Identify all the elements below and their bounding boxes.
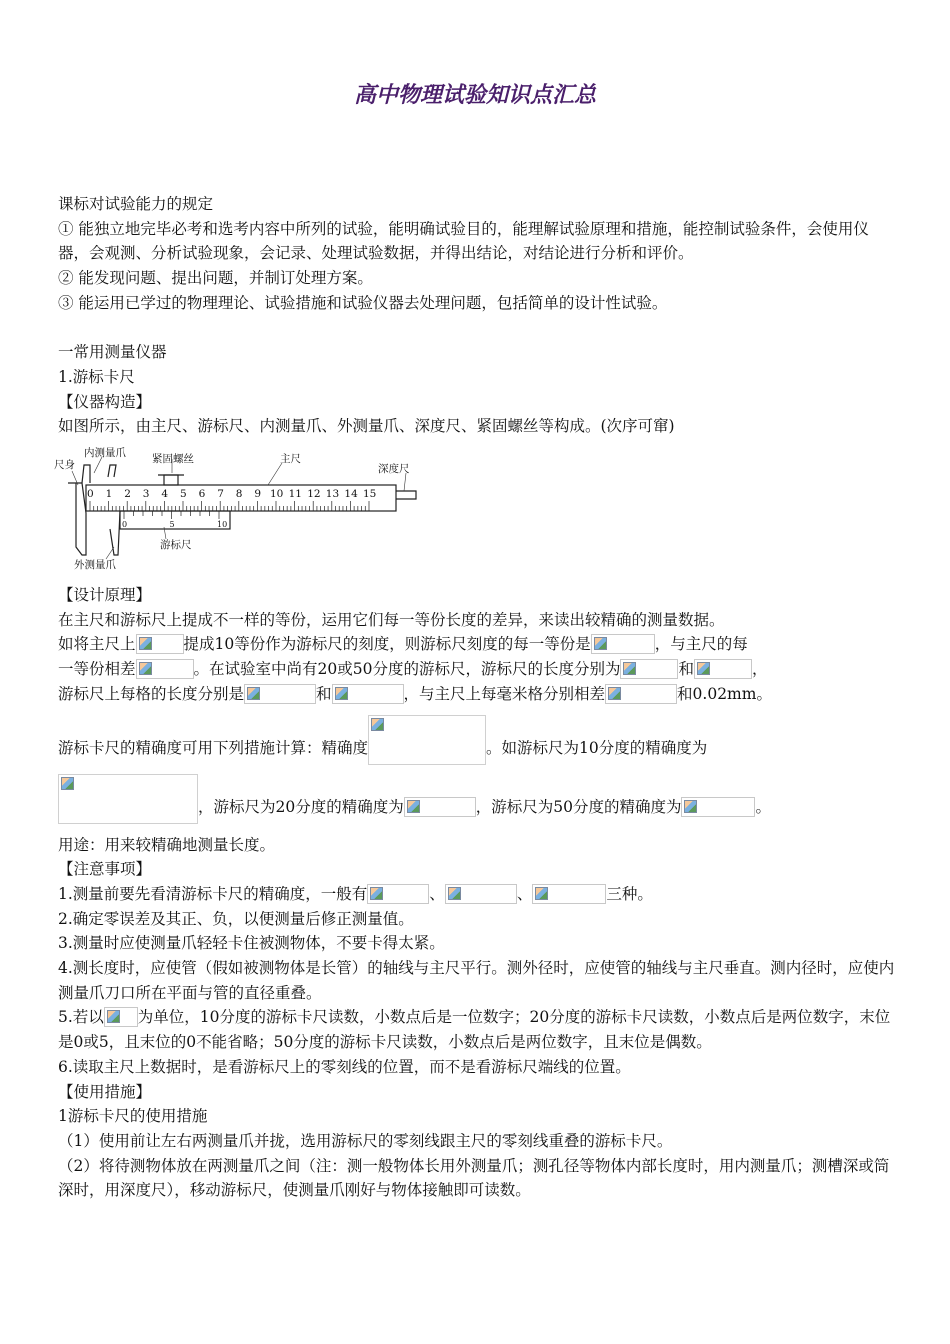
- label-depth-gauge: 深度尺: [378, 463, 410, 476]
- formula-image: [591, 634, 655, 654]
- formula-image: [136, 634, 184, 654]
- main-scale-tick-label: 15: [363, 488, 377, 501]
- vernier-caliper-figure: [54, 447, 424, 577]
- formula-image: [244, 684, 316, 704]
- note-5: [58, 1005, 898, 1054]
- text: ，与主尺上每毫米格分别相差: [403, 684, 606, 703]
- structure-text: 如图所示，由主尺、游标尺、内测量爪、外测量爪、深度尺、紧固螺丝等构成。(次序可窜): [58, 417, 675, 436]
- principle-p4: [58, 682, 898, 707]
- intro-heading: 课标对试验能力的规定: [58, 195, 214, 213]
- main-scale-tick-label: 4: [161, 488, 169, 501]
- intro-item-1: ① 能独立地完毕必考和选考内容中所列的试验，能明确试验目的，能理解试验原理和措施，能控制试验条件，会使用仪器，会观测、分析试验现象，会记录、处理试验数据，并得出结论，对结论进行分析和评价。: [58, 219, 869, 263]
- method-item-1: （1）使用前让左右两测量爪并拢，选用游标尺的零刻线跟主尺的零刻线重叠的游标卡尺。: [58, 1131, 673, 1150]
- text: 和: [316, 684, 332, 703]
- main-scale-tick-label: 13: [325, 488, 340, 501]
- main-scale-tick-label: 5: [180, 488, 187, 501]
- text: 。如游标尺为10分度的精确度为: [486, 738, 708, 757]
- main-scale-tick-label: 14: [344, 488, 358, 501]
- text: ，游标尺为50分度的精确度为: [475, 797, 682, 816]
- formula-image: [104, 1007, 138, 1027]
- label-vernier: 游标尺: [160, 539, 192, 552]
- main-scale-tick-label: 1: [105, 488, 113, 501]
- principle-p2: [58, 632, 898, 657]
- principle-p1: 在主尺和游标尺上提成不一样的等份，运用它们每一等份长度的差异，来读出较精确的测量数据。: [58, 610, 725, 629]
- text: 一等份相差: [58, 660, 136, 679]
- structure-heading: 【仪器构造】: [58, 392, 152, 411]
- main-scale-tick-label: 8: [235, 488, 243, 501]
- text: 1.测量前要先看清游标卡尺的精确度，一般有: [58, 884, 368, 903]
- formula-image: [404, 797, 476, 817]
- text: 游标尺上每格的长度分别是: [58, 684, 245, 703]
- main-scale-tick-label: 3: [142, 488, 150, 501]
- formula-image: [605, 684, 677, 704]
- text: 和0.02mm。: [677, 684, 772, 703]
- note-6: 6.读取主尺上数据时，是看游标尺上的零刻线的位置，而不是看游标尺端线的位置。: [58, 1057, 631, 1076]
- label-inner-jaw: 内测量爪: [84, 447, 126, 460]
- formula-image: [532, 884, 606, 904]
- main-scale-tick-label: 7: [217, 488, 224, 501]
- subsection-heading: 1.游标卡尺: [58, 367, 135, 386]
- usage-text: 用途：用来较精确地测量长度。: [58, 835, 276, 854]
- text: 、: [429, 884, 445, 903]
- text: ，: [751, 660, 768, 679]
- text: 、: [516, 884, 533, 903]
- text: 5.若以: [58, 1008, 104, 1027]
- formula-image: [58, 774, 198, 824]
- main-scale-tick-label: 2: [124, 488, 131, 501]
- intro-item-2: ② 能发现问题、提出问题，并制订处理方案。: [58, 269, 373, 288]
- main-scale-tick-label: 12: [307, 488, 321, 501]
- principle-p6: [58, 774, 898, 833]
- section-heading: 一常用测量仪器: [58, 343, 167, 362]
- formula-image: [367, 884, 429, 904]
- formula-image: [368, 715, 486, 765]
- text: 。: [755, 797, 771, 816]
- text: 如将主尺上: [58, 635, 136, 654]
- main-scale-tick-label: 9: [254, 488, 262, 501]
- page-title: 高中物理试验知识点汇总: [353, 83, 596, 108]
- formula-image: [332, 684, 404, 704]
- main-scale-tick-label: 10: [270, 488, 284, 501]
- text: 三种。: [606, 884, 653, 903]
- formula-image: [445, 884, 517, 904]
- label-main-scale: 主尺: [280, 453, 301, 466]
- vernier-tick-label: 10: [217, 520, 228, 530]
- vernier-tick-label: 0: [122, 520, 128, 530]
- main-scale-tick-label: 6: [198, 488, 206, 501]
- principle-heading: 【设计原理】: [58, 586, 152, 605]
- formula-image: [681, 797, 755, 817]
- method-heading: 【使用措施】: [58, 1082, 152, 1101]
- text: ，与主尺的每: [654, 635, 748, 654]
- text: 和: [678, 660, 694, 679]
- main-scale-tick-label: 0: [87, 488, 94, 501]
- note-3: 3.测量时应使测量爪轻轻卡住被测物体，不要卡得太紧。: [58, 934, 445, 953]
- method-subheading: 1游标卡尺的使用措施: [58, 1107, 208, 1126]
- method-item-2: （2）将待测物体放在两测量爪之间（注：测一般物体长用外测量爪；测孔径等物体内部长度时，用内测量爪；测槽深或筒深时，用深度尺），移动游标尺，使测量爪刚好与物体接触即可读数。: [58, 1156, 890, 1200]
- caliper-drawing: [54, 447, 424, 577]
- text: 游标卡尺的精确度可用下列措施计算：精确度: [58, 738, 369, 757]
- principle-p3: [58, 657, 898, 682]
- formula-image: [694, 659, 752, 679]
- note-1: [58, 882, 898, 907]
- notes-heading: 【注意事项】: [58, 860, 152, 879]
- note-4: 4.测长度时，应使管（假如被测物体是长管）的轴线与主尺平行。测外径时，应使管的轴线与主尺垂直。测内径时，应使内测量爪刀口所在平面与管的直径重叠。: [58, 959, 895, 1002]
- text: 提成10等份作为游标尺的刻度，则游标尺刻度的每一等份是: [183, 635, 591, 654]
- label-ruler-body: 尺身: [54, 459, 75, 472]
- main-scale-tick-label: 11: [288, 488, 302, 501]
- label-outer-jaw: 外测量爪: [74, 559, 116, 572]
- text: 为单位，10分度的游标卡尺读数，小数点后是一位数字；20分度的游标卡尺读数，小数点后是两位数字，末位是0或5，且末位的0不能省略；50分度的游标卡尺读数，小数点后是两位数字，且末位是偶数。: [58, 1008, 891, 1052]
- label-screw: 紧固螺丝: [152, 453, 194, 466]
- text: 。在试验室中尚有20或50分度的游标尺，游标尺的长度分别为: [193, 660, 621, 679]
- principle-p5: [58, 715, 898, 774]
- text: ，游标尺为20分度的精确度为: [198, 797, 404, 816]
- note-2: 2.确定零误差及其正、负，以便测量后修正测量值。: [58, 909, 414, 928]
- formula-image: [136, 659, 194, 679]
- vernier-tick-label: 5: [169, 520, 175, 530]
- formula-image: [620, 659, 678, 679]
- document-body: [54, 192, 898, 1203]
- intro-item-3: ③ 能运用已学过的物理理论、试验措施和试验仪器去处理问题，包括简单的设计性试验。: [58, 293, 668, 312]
